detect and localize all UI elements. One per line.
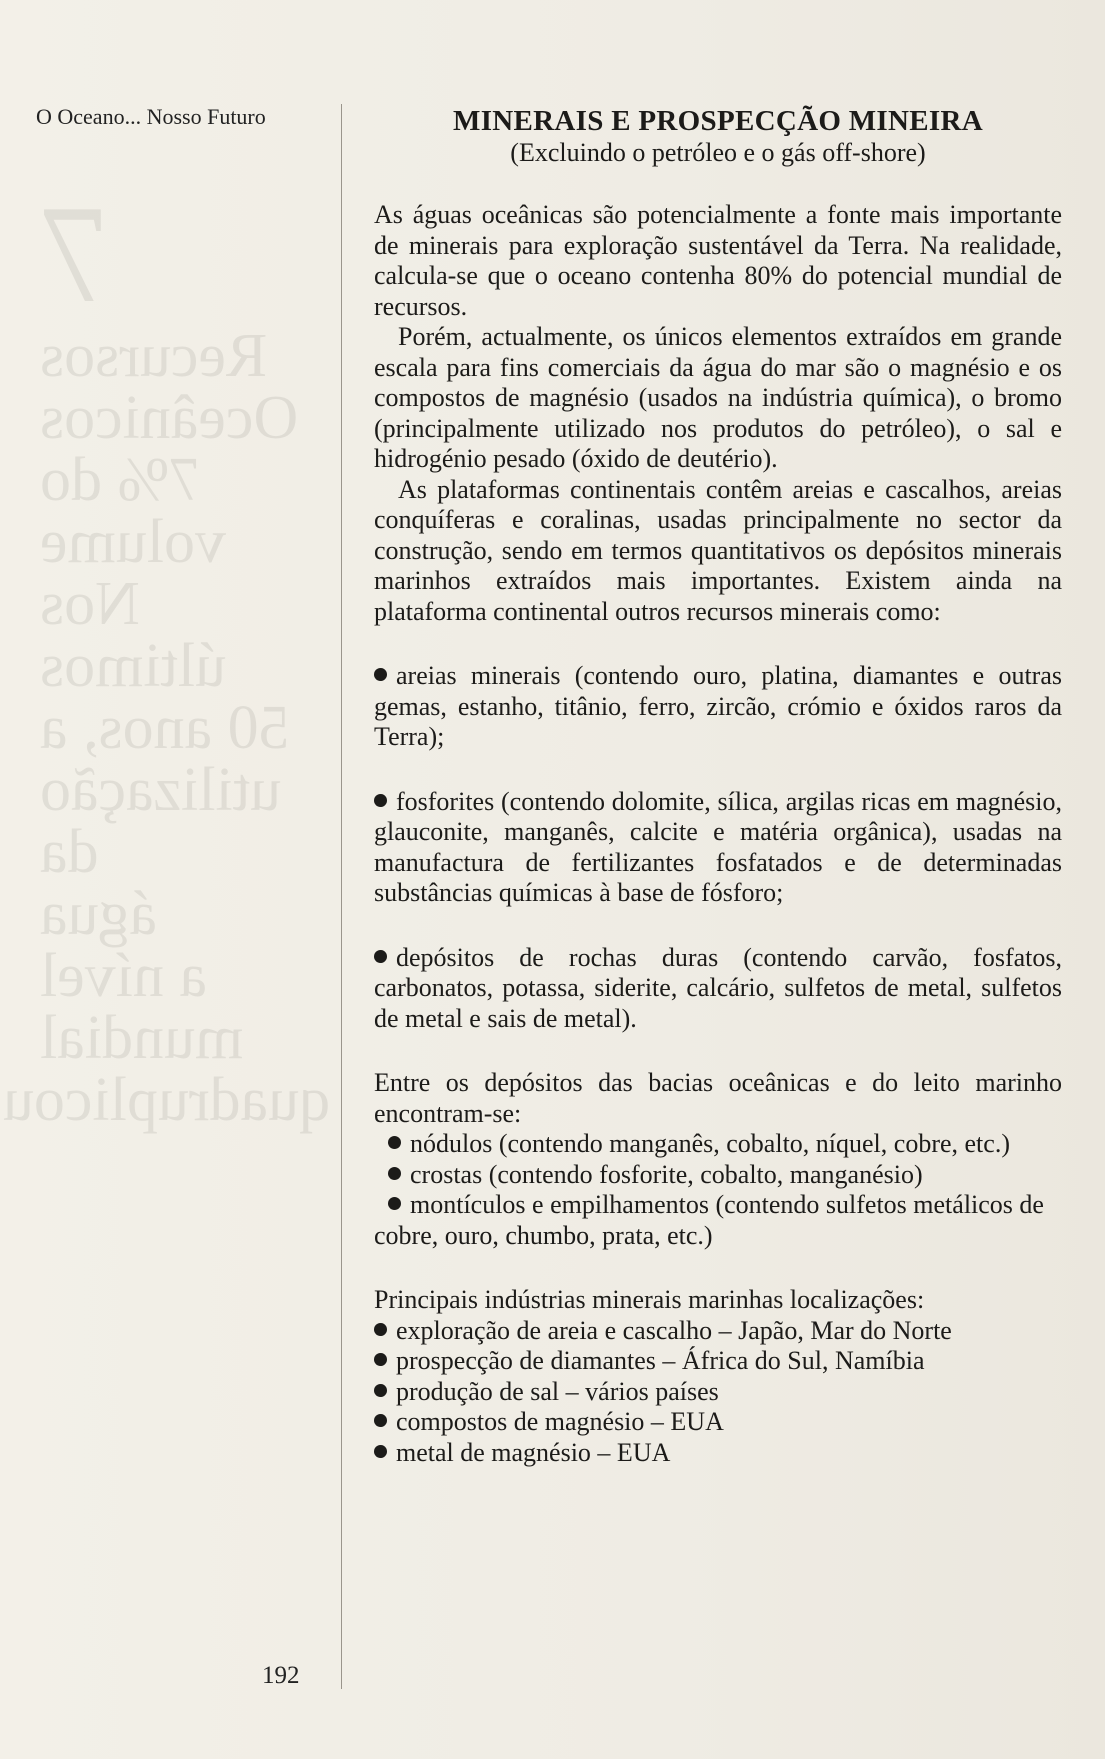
list-item: montículos e empilhamentos (contendo sulfetos metálicos de cobre, ouro, chumbo, prata, etc.) [374, 1190, 1044, 1250]
list-item: compostos de magnésio – EUA [374, 1407, 1062, 1438]
watermark-line: Recursos [40, 322, 268, 390]
article-title: MINERAIS E PROSPECÇÃO MINEIRA [453, 105, 983, 137]
list-item: crostas (contendo fosforite, cobalto, manganésio) [374, 1160, 1062, 1191]
column-divider [341, 104, 342, 1689]
bullet-icon [374, 794, 387, 807]
watermark-line: Oceânicos [40, 384, 299, 452]
bullet-icon [374, 1384, 387, 1397]
basin-deposits-list [374, 1129, 1062, 1251]
paragraph: As plataformas continentais contêm areias e cascalhos, areias conquíferas e coralinas, usadas principalmente no sector da construção, sendo em termos quantitativos os depósitos minerais marinhos extraídos mais importantes. Existem ainda na plataforma continental outros recursos minerais como: [374, 474, 1062, 626]
list-item: metal de magnésio – EUA [374, 1438, 1062, 1469]
sidebar-watermark [2, 177, 330, 1134]
bullet-icon [374, 1414, 387, 1427]
basin-intro: Entre os depósitos das bacias oceânicas e do leito marinho encontram-se: [374, 1068, 1062, 1128]
watermark-line: Nos últimos [40, 570, 227, 700]
bullet-icon [388, 1167, 401, 1180]
paragraph: As águas oceânicas são potencialmente a fonte mais importante de minerais para exploração sustentável da Terra. Na realidade, calcula-se que o oceano contenha 80% do potencial mundial de recursos. [374, 200, 1062, 321]
list-item: produção de sal – vários países [374, 1377, 1062, 1408]
list-item: exploração de areia e cascalho – Japão, Mar do Norte [374, 1316, 1062, 1347]
watermark-line: 50 anos, a [40, 694, 290, 762]
watermark-line: água [40, 880, 158, 948]
list-item: fosforites (contendo dolomite, sílica, argilas ricas em magnésio, glauconite, manganês, calcite e matéria orgânica), usadas na manufactura de fertilizantes fosfatados e de determinadas substâncias químicas à base de fósforo; [374, 786, 1062, 907]
running-head: O Oceano... Nosso Futuro [36, 104, 266, 129]
list-item: nódulos (contendo manganês, cobalto, níquel, cobre, etc.) [374, 1129, 1062, 1160]
watermark-line: quadruplicou [2, 1066, 330, 1134]
bullet-icon [374, 668, 387, 681]
list-item: depósitos de rochas duras (contendo carvão, fosfatos, carbonatos, potassa, siderite, calcário, sulfetos de metal, sulfetos de metal e sais de metal). [374, 942, 1062, 1033]
list-item: prospecção de diamantes – África do Sul, Namíbia [374, 1346, 1062, 1377]
article [374, 105, 1062, 1468]
watermark-line: volume [40, 508, 226, 576]
article-subtitle: (Excluindo o petróleo e o gás off-shore) [510, 138, 926, 167]
page-number: 192 [262, 1662, 300, 1689]
list-item: areias minerais (contendo ouro, platina, diamantes e outras gemas, estanho, titânio, ferro, zircão, crómio e óxidos raros da Terra); [374, 661, 1062, 751]
watermark-line: a nível [40, 942, 207, 1010]
bullet-icon [374, 1323, 387, 1336]
bullet-icon [374, 1445, 387, 1458]
watermark-line: utilização da [40, 756, 281, 886]
paragraph: Porém, actualmente, os únicos elementos extraídos em grande escala para fins comerciais da água do mar são o magnésio e os compostos de magnésio (usados na indústria química), o bromo (principalmente utilizado nos produtos do petróleo), o sal e hidrogénio pesado (óxido de deutério). [374, 322, 1062, 473]
bullet-icon [374, 1353, 387, 1366]
bullet-icon [388, 1136, 401, 1149]
watermark-line: 7% do [40, 446, 201, 514]
watermark-line: mundial [40, 1004, 244, 1072]
bullet-icon [374, 950, 387, 963]
watermark-chapter-number: 7 [40, 177, 110, 332]
industries-intro: Principais indústrias minerais marinhas localizações: [374, 1285, 925, 1314]
bullet-icon [388, 1197, 401, 1210]
industries-list [374, 1316, 1062, 1469]
